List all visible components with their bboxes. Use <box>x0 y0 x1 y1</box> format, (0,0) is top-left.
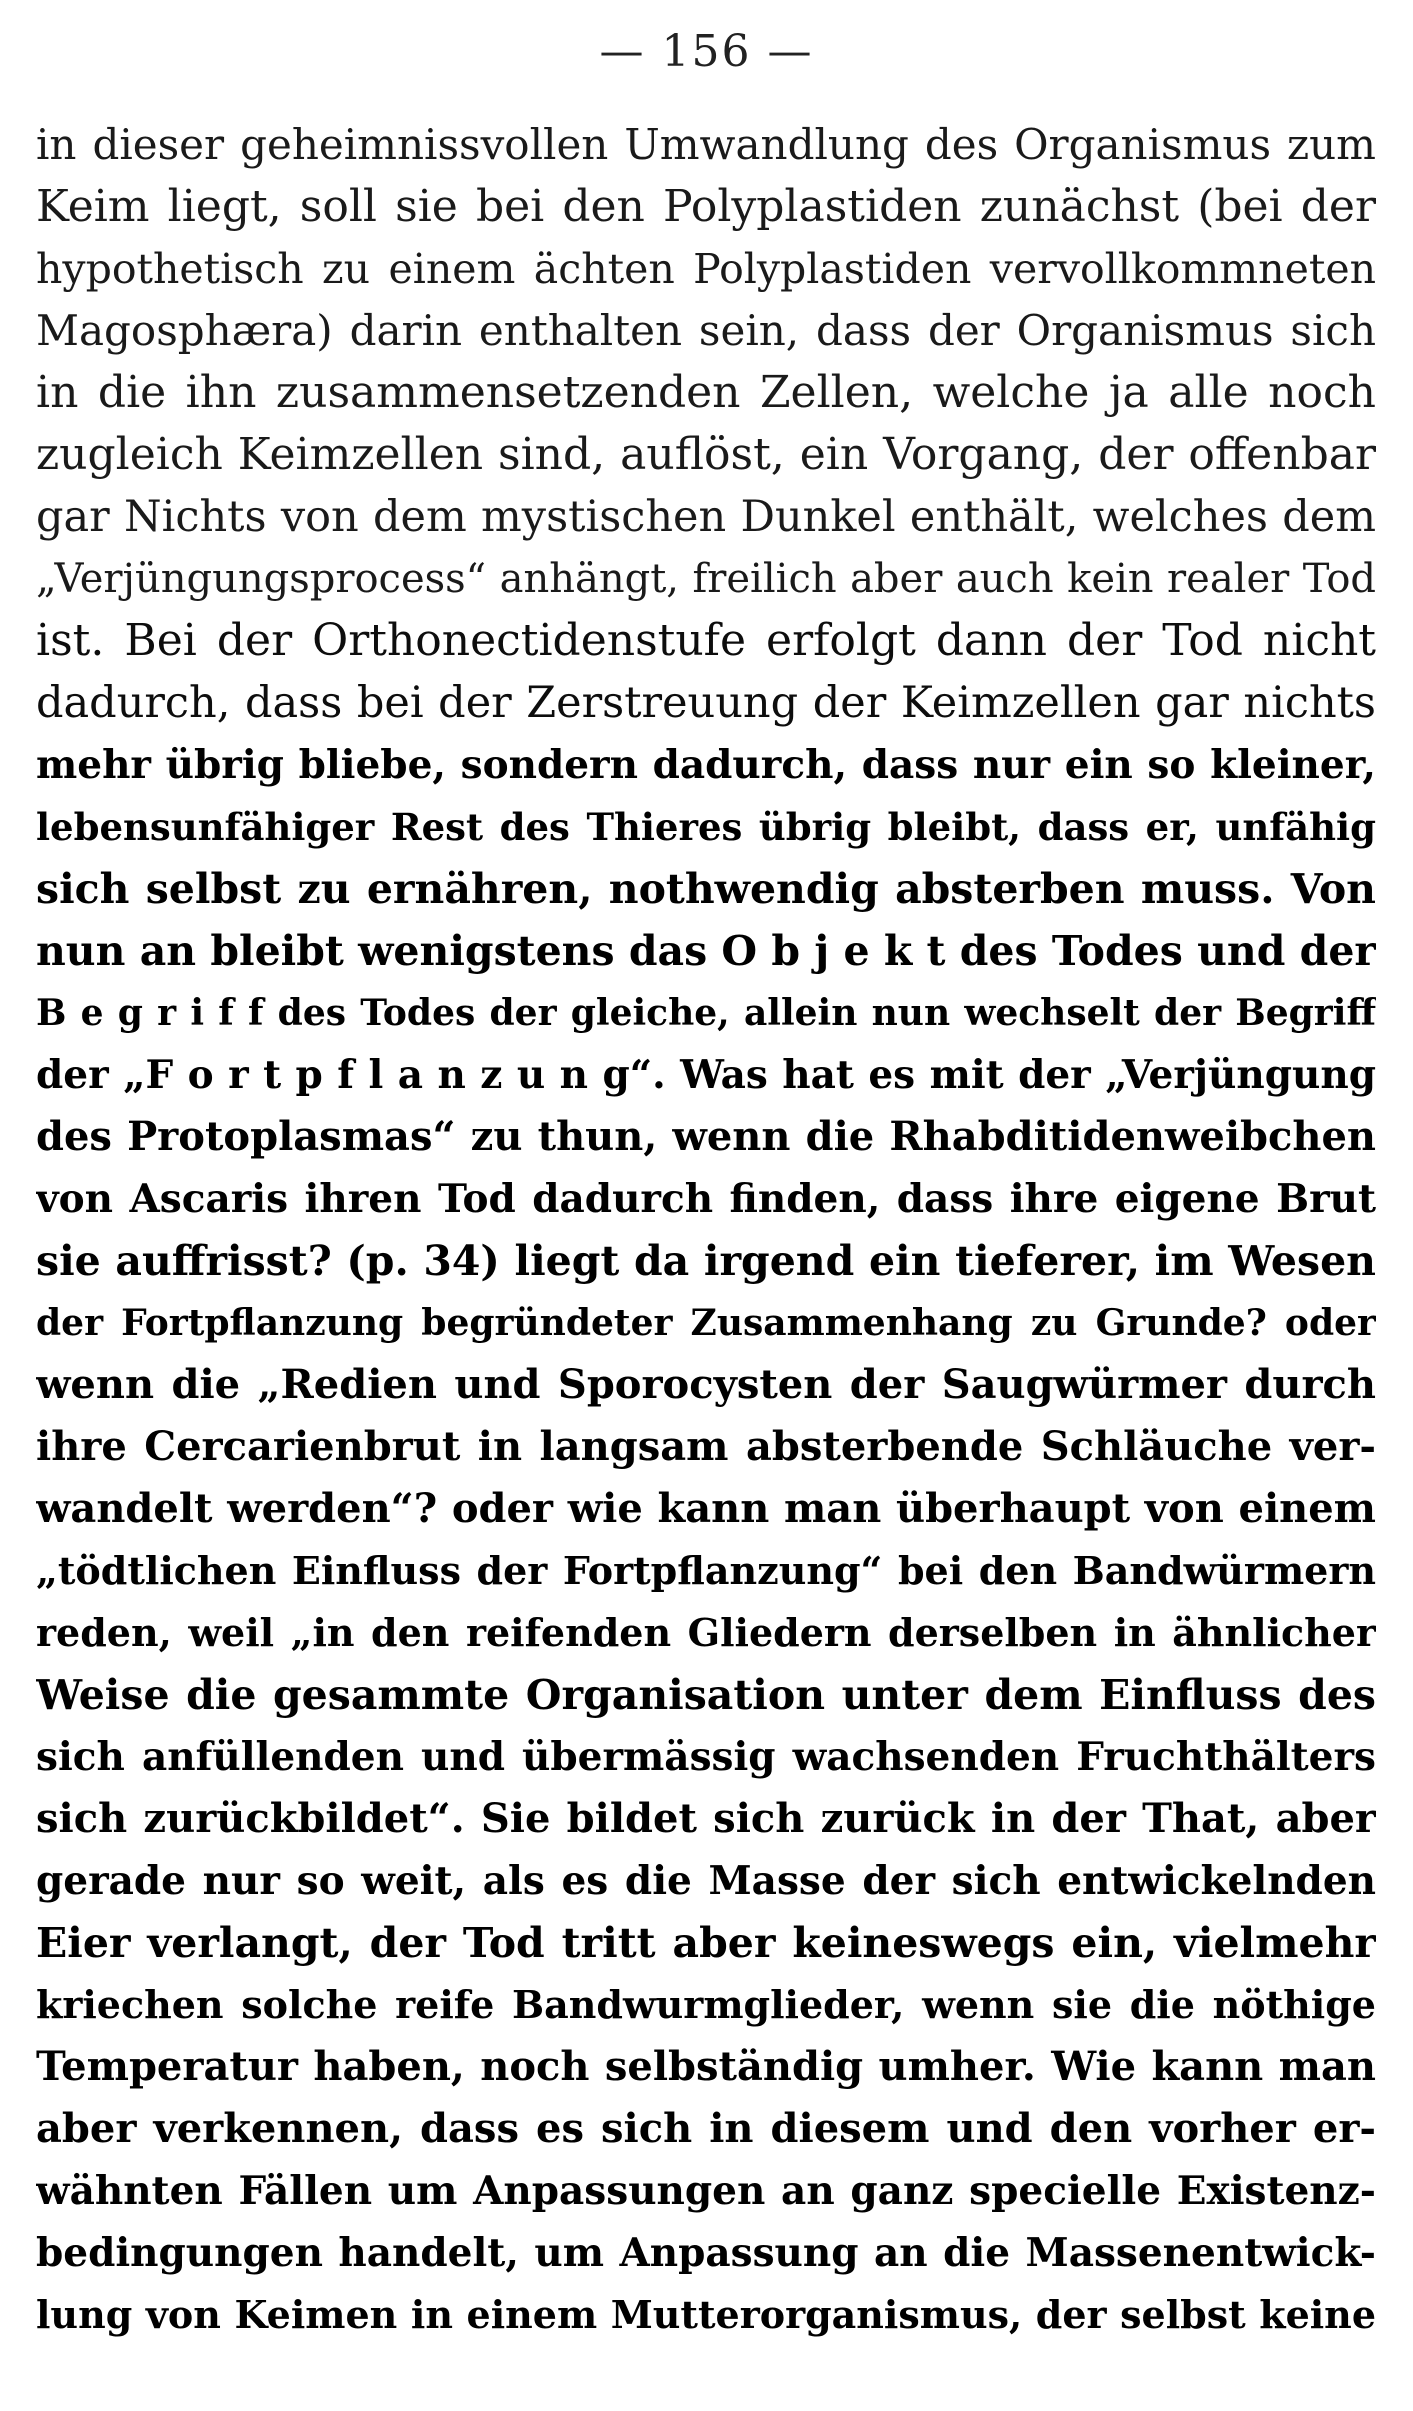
text-line: der Fortpflanzung begründeter Zusammenhang zu Grunde? oder <box>36 1302 1376 1344</box>
text-line: mehr übrig bliebe, sondern dadurch, dass nur ein so kleiner, <box>36 742 1376 788</box>
text-line: der „F o r t p f l a n z u n g“. Was hat es mit der „Verjüngung <box>36 1052 1376 1098</box>
text-line: sich selbst zu ernähren, nothwendig absterben muss. Von <box>36 865 1376 913</box>
text-line: in die ihn zusammensetzenden Zellen, welche ja alle noch <box>36 367 1376 418</box>
text-line: sich anfüllenden und übermässig wachsenden Fruchthälters <box>36 1734 1376 1780</box>
text-line: ihre Cercarienbrut in langsam absterbende Schläuche ver- <box>36 1423 1376 1470</box>
text-line: ist. Bei der Orthonectidenstufe erfolgt dann der Tod nicht <box>36 615 1376 666</box>
text-line: lung von Keimen in einem Mutterorganismus, der selbst keine <box>36 2292 1376 2337</box>
text-line: Eier verlangt, der Tod tritt aber keineswegs ein, vielmehr <box>36 1919 1376 1967</box>
text-line: „tödtlichen Einfluss der Fortpflanzung“ bei den Bandwürmern <box>36 1548 1376 1593</box>
text-line: bedingungen handelt, um Anpassung an die Massenentwick- <box>36 2230 1376 2276</box>
text-line: Temperatur haben, noch selbständig umher. Wie kann man <box>36 2043 1376 2090</box>
page-number: — 156 — <box>599 26 814 77</box>
text-line: nun an bleibt wenigstens das O b j e k t des Todes und der <box>36 927 1376 975</box>
text-line: zugleich Keimzellen sind, auflöst, ein Vorgang, der offenbar <box>36 429 1376 480</box>
text-line: hypothetisch zu einem ächten Polyplastiden vervollkommneten <box>36 245 1376 293</box>
text-line: wandelt werden“? oder wie kann man überhaupt von einem <box>36 1485 1376 1532</box>
text-line: „Verjüngungsprocess“ anhängt, freilich aber auch kein realer Tod <box>36 556 1376 602</box>
text-line: sie auffrisst? (p. 34) liegt da irgend ein tieferer, im Wesen <box>36 1237 1376 1285</box>
text-line: lebensunfähiger Rest des Thieres übrig bleibt, dass er, unfähig <box>36 805 1376 849</box>
text-line: wenn die „Redien und Sporocysten der Saugwürmer durch <box>36 1361 1376 1408</box>
body-text <box>36 114 1376 2346</box>
text-line: B e g r i f f des Todes der gleiche, allein nun wechselt der Begriff <box>36 992 1376 1034</box>
text-line: in dieser geheimnissvollen Umwandlung des Organismus zum <box>36 120 1376 169</box>
text-line: Magosphæra) darin enthalten sein, dass der Organismus sich <box>36 306 1376 355</box>
text-line: aber verkennen, dass es sich in diesem und den vorher er- <box>36 2105 1376 2152</box>
text-line: wähnten Fällen um Anpassungen an ganz specielle Existenz- <box>36 2168 1376 2214</box>
text-line: dadurch, dass bei der Zerstreuung der Keimzellen gar nichts <box>36 678 1376 728</box>
text-line: kriechen solche reife Bandwurmglieder, wenn sie die nöthige <box>36 1982 1376 2027</box>
text-line: sich zurückbildet“. Sie bildet sich zurück in der That, aber <box>36 1795 1376 1842</box>
text-line: reden, weil „in den reifenden Gliedern derselben in ähnlicher <box>36 1610 1376 1655</box>
text-line: gar Nichts von dem mystischen Dunkel enthält, welches dem <box>36 492 1376 542</box>
text-line: von Ascaris ihren Tod dadurch finden, dass ihre eigene Brut <box>36 1176 1376 1222</box>
text-line: gerade nur so weit, als es die Masse der sich entwickelnden <box>36 1858 1376 1904</box>
text-line: Weise die gesammte Organisation unter dem Einfluss des <box>36 1671 1376 1719</box>
text-line: Keim liegt, soll sie bei den Polyplastiden zunächst (bei der <box>36 181 1376 232</box>
text-line: des Protoplasmas“ zu thun, wenn die Rhabditidenweibchen <box>36 1113 1376 1160</box>
